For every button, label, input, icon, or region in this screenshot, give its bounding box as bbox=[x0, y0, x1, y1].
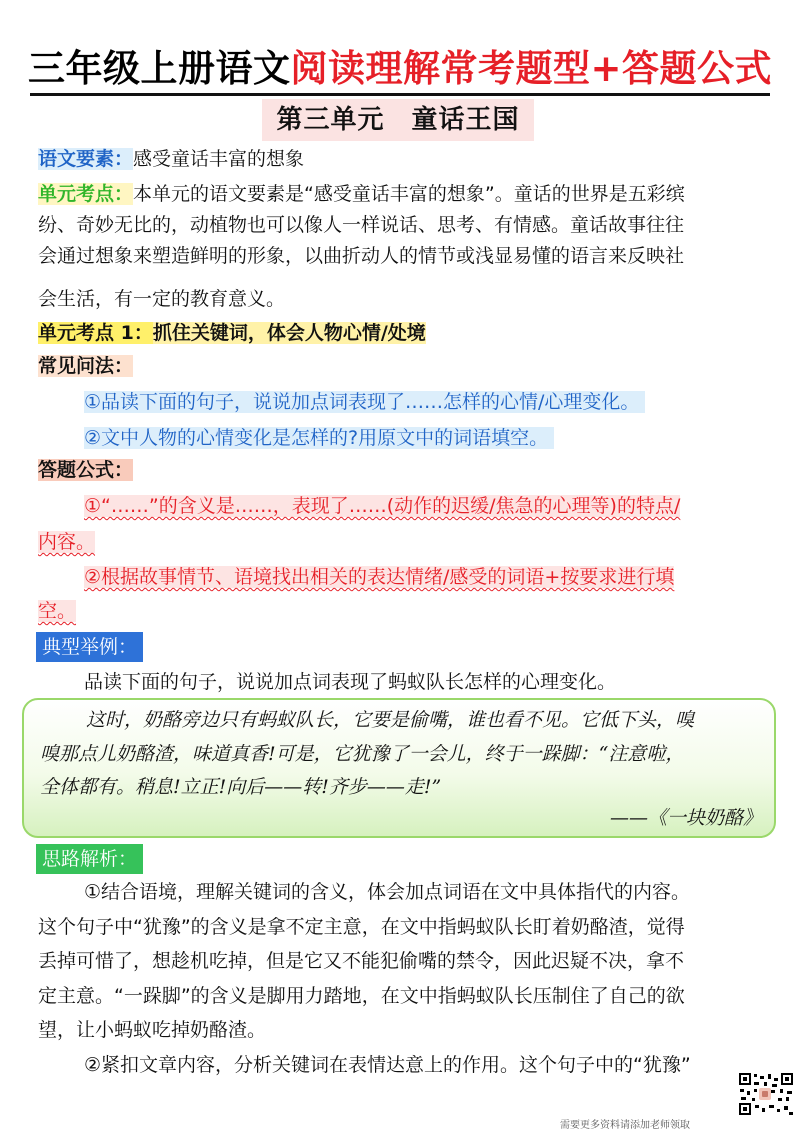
unit-point-label: 单元考点： bbox=[38, 183, 134, 205]
unit-point-line-2: 纷、奇妙无比的，动植物也可以像人一样说话、思考、有情感。童话故事往往 bbox=[38, 214, 685, 236]
example-passage-box bbox=[22, 698, 776, 838]
example-passage-line-3: 全体都有。稍息!立正!向后——转!齐步——走!” bbox=[40, 776, 442, 798]
main-title-red: 阅读理解常考题型+答题公式 bbox=[290, 47, 772, 90]
point1-text: 抓住关键词，体会人物心情/处境 bbox=[152, 322, 426, 344]
formula-item-2-line-1: ②根据故事情节、语境找出相关的表达情绪/感受的词语+按要求进行填 bbox=[84, 566, 675, 588]
analysis-line-6: ②紧扣文章内容，分析关键词在表情达意上的作用。这个句子中的“犹豫” bbox=[84, 1054, 691, 1076]
common-question-1: ①品读下面的句子，说说加点词表现了……怎样的心情/心理变化。 bbox=[84, 388, 645, 417]
formula-label-row bbox=[38, 456, 133, 485]
unit-point-line-1: 本单元的语文要素是“感受童话丰富的想象”。童话的世界是五彩缤 bbox=[133, 183, 685, 205]
example-source: ——《一块奶酪》 bbox=[609, 807, 762, 829]
element-label: 语文要素： bbox=[38, 148, 134, 170]
formula-item-2-line-2: 空。 bbox=[38, 600, 77, 622]
example-prompt: 品读下面的句子，说说加点词表现了蚂蚁队长怎样的心理变化。 bbox=[84, 671, 617, 693]
analysis-line-3: 丢掉可惜了，想趁机吃掉，但是它又不能犯偷嘴的禁令，因此迟疑不决，拿不 bbox=[38, 950, 685, 972]
formula-item-1-line-1: ①“……”的含义是……，表现了……(动作的迟缓/焦急的心理等)的特点/ bbox=[84, 495, 681, 517]
point1-row bbox=[38, 319, 426, 348]
point1-label: 单元考点 1： bbox=[38, 322, 153, 344]
analysis-line-4: 定主意。“一跺脚”的含义是脚用力踏地，在文中指蚂蚁队长压制住了自己的欲 bbox=[38, 985, 685, 1007]
example-passage-line-1: 这时，奶酪旁边只有蚂蚁队长，它要是偷嘴，谁也看不见。它低下头，嗅 bbox=[86, 709, 695, 731]
analysis-label: 思路解析： bbox=[36, 844, 143, 874]
formula-label: 答题公式： bbox=[38, 459, 134, 481]
element-row bbox=[38, 145, 304, 174]
unit-title: 第三单元 童话王国 bbox=[262, 99, 534, 141]
common-questions-label-row bbox=[38, 352, 133, 381]
formula-item-1-line-2: 内容。 bbox=[38, 531, 96, 553]
unit-point-line-3: 会通过想象来塑造鲜明的形象，以曲折动人的情节或浅显易懂的语言来反映社 bbox=[38, 245, 685, 267]
qr-code-icon bbox=[738, 1072, 794, 1116]
example-label: 典型举例： bbox=[36, 632, 143, 662]
example-passage-line-2: 嗅那点儿奶酪渣，味道真香!可是，它犹豫了一会儿，终于一跺脚：“注意啦， bbox=[40, 743, 685, 765]
footer-note: 需要更多资料请添加老师领取 bbox=[560, 1120, 690, 1131]
common-question-2: ②文中人物的心情变化是怎样的?用原文中的词语填空。 bbox=[84, 424, 554, 453]
title-divider bbox=[30, 93, 770, 96]
analysis-line-2: 这个句子中“犹豫”的含义是拿不定主意，在文中指蚂蚁队长盯着奶酪渣，觉得 bbox=[38, 916, 685, 938]
unit-point-row bbox=[38, 180, 685, 209]
analysis-line-5: 望，让小蚂蚁吃掉奶酪渣。 bbox=[38, 1019, 267, 1041]
common-questions-label: 常见问法： bbox=[38, 355, 134, 377]
element-text: 感受童话丰富的想象 bbox=[133, 148, 305, 170]
analysis-line-1: ①结合语境，理解关键词的含义，体会加点词语在文中具体指代的内容。 bbox=[84, 881, 691, 903]
unit-point-line-4: 会生活，有一定的教育意义。 bbox=[38, 288, 286, 310]
main-title-black: 三年级上册语文 bbox=[27, 47, 291, 90]
main-title bbox=[0, 38, 800, 92]
